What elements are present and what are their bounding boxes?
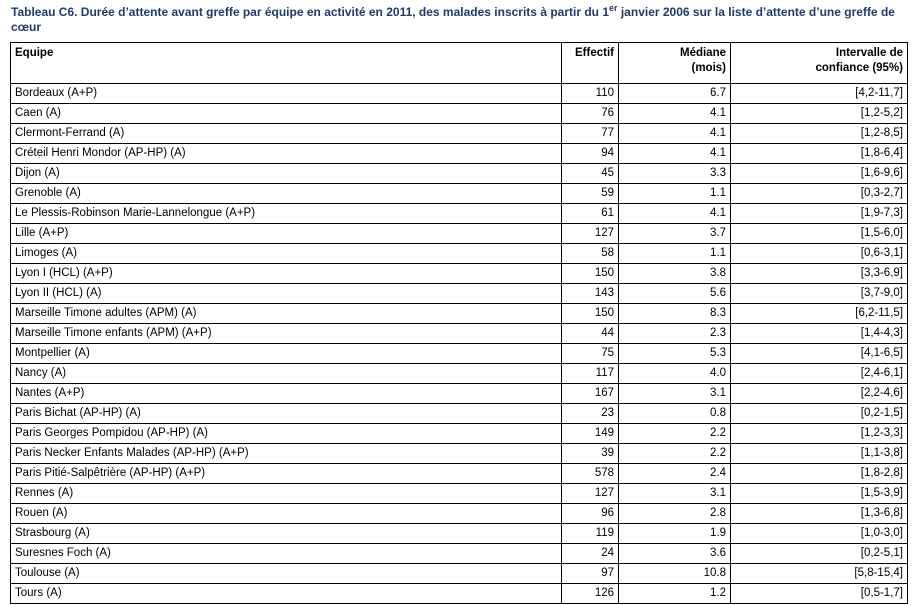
cell-intervalle: [4,2-11,7] [731,84,908,104]
table-row [11,584,908,604]
table-row [11,204,908,224]
cell-effectif: 76 [562,104,619,124]
cell-equipe: Paris Necker Enfants Malades (AP-HP) (A+P) [11,444,562,464]
header-mediane-line2: (mois) [691,62,726,74]
cell-mediane: 0.8 [619,404,731,424]
cell-mediane: 1.1 [619,244,731,264]
cell-equipe: Tours (A) [11,584,562,604]
cell-effectif: 578 [562,464,619,484]
header-equipe [11,43,562,84]
header-equipe-label: Equipe [15,47,54,59]
cell-mediane: 6.7 [619,84,731,104]
cell-effectif: 59 [562,184,619,204]
cell-equipe: Dijon (A) [11,164,562,184]
cell-intervalle: [2,4-6,1] [731,364,908,384]
cell-intervalle: [1,4-4,3] [731,324,908,344]
table-row [11,484,908,504]
cell-intervalle: [4,1-6,5] [731,344,908,364]
cell-intervalle: [1,8-6,4] [731,144,908,164]
cell-intervalle: [6,2-11,5] [731,304,908,324]
cell-intervalle: [2,2-4,6] [731,384,908,404]
table-header-row [11,43,908,84]
cell-effectif: 44 [562,324,619,344]
cell-effectif: 94 [562,144,619,164]
cell-equipe: Rouen (A) [11,504,562,524]
cell-intervalle: [0,3-2,7] [731,184,908,204]
table-row [11,404,908,424]
cell-mediane: 2.4 [619,464,731,484]
cell-effectif: 75 [562,344,619,364]
cell-effectif: 127 [562,484,619,504]
table-row [11,224,908,244]
cell-equipe: Caen (A) [11,104,562,124]
header-mediane-line1: Médiane [679,47,726,59]
cell-equipe: Montpellier (A) [11,344,562,364]
cell-intervalle: [1,8-2,8] [731,464,908,484]
header-intervalle [731,43,908,84]
cell-equipe: Lyon II (HCL) (A) [11,284,562,304]
table-row [11,364,908,384]
cell-equipe: Limoges (A) [11,244,562,264]
cell-intervalle: [1,0-3,0] [731,524,908,544]
cell-equipe: Paris Georges Pompidou (AP-HP) (A) [11,424,562,444]
cell-equipe: Lyon I (HCL) (A+P) [11,264,562,284]
cell-mediane: 3.6 [619,544,731,564]
cell-effectif: 97 [562,564,619,584]
table-row [11,284,908,304]
cell-equipe: Toulouse (A) [11,564,562,584]
cell-intervalle: [1,2-8,5] [731,124,908,144]
cell-equipe: Suresnes Foch (A) [11,544,562,564]
header-effectif-label: Effectif [575,47,614,59]
cell-intervalle: [3,7-9,0] [731,284,908,304]
cell-effectif: 117 [562,364,619,384]
cell-mediane: 8.3 [619,304,731,324]
table-body [11,84,908,604]
cell-mediane: 1.9 [619,524,731,544]
cell-intervalle: [5,8-15,4] [731,564,908,584]
cell-equipe: Clermont-Ferrand (A) [11,124,562,144]
cell-effectif: 150 [562,304,619,324]
table-row [11,564,908,584]
table-row [11,184,908,204]
table-row [11,304,908,324]
cell-equipe: Paris Bichat (AP-HP) (A) [11,404,562,424]
caption-superscript: er [609,3,618,13]
cell-intervalle: [1,9-7,3] [731,204,908,224]
table-row [11,244,908,264]
table-row [11,424,908,444]
cell-mediane: 4.1 [619,124,731,144]
cell-mediane: 2.2 [619,424,731,444]
cell-mediane: 3.1 [619,384,731,404]
cell-effectif: 119 [562,524,619,544]
cell-mediane: 10.8 [619,564,731,584]
cell-equipe: Marseille Timone enfants (APM) (A+P) [11,324,562,344]
table-row [11,384,908,404]
cell-equipe: Rennes (A) [11,484,562,504]
cell-effectif: 61 [562,204,619,224]
cell-intervalle: [1,2-3,3] [731,424,908,444]
caption-text-part2: janvier 2006 sur la liste d’attente d’une greffe de cœur [11,5,895,34]
cell-equipe: Lille (A+P) [11,224,562,244]
cell-equipe: Strasbourg (A) [11,524,562,544]
cell-equipe: Le Plessis-Robinson Marie-Lannelongue (A+P) [11,204,562,224]
cell-mediane: 2.3 [619,324,731,344]
table-row [11,104,908,124]
header-effectif [562,43,619,84]
table-row [11,444,908,464]
cell-intervalle: [0,2-1,5] [731,404,908,424]
cell-mediane: 3.8 [619,264,731,284]
header-intervalle-line1: Intervalle de [835,47,903,59]
cell-mediane: 1.2 [619,584,731,604]
cell-effectif: 149 [562,424,619,444]
table-row [11,124,908,144]
table-row [11,164,908,184]
cell-intervalle: [0,2-5,1] [731,544,908,564]
cell-equipe: Paris Pitié-Salpêtrière (AP-HP) (A+P) [11,464,562,484]
table-caption [11,5,906,35]
cell-mediane: 4.1 [619,144,731,164]
cell-effectif: 39 [562,444,619,464]
cell-intervalle: [1,5-6,0] [731,224,908,244]
table-row [11,144,908,164]
cell-mediane: 4.0 [619,364,731,384]
cell-mediane: 4.1 [619,204,731,224]
cell-effectif: 167 [562,384,619,404]
cell-effectif: 58 [562,244,619,264]
cell-effectif: 23 [562,404,619,424]
table-row [11,524,908,544]
cell-effectif: 126 [562,584,619,604]
cell-mediane: 5.3 [619,344,731,364]
cell-effectif: 96 [562,504,619,524]
cell-intervalle: [1,6-9,6] [731,164,908,184]
cell-equipe: Marseille Timone adultes (APM) (A) [11,304,562,324]
cell-effectif: 150 [562,264,619,284]
waiting-time-table [10,42,908,604]
cell-intervalle: [3,3-6,9] [731,264,908,284]
cell-intervalle: [0,6-3,1] [731,244,908,264]
table-row [11,264,908,284]
cell-intervalle: [1,3-6,8] [731,504,908,524]
cell-effectif: 143 [562,284,619,304]
cell-mediane: 2.2 [619,444,731,464]
cell-mediane: 3.3 [619,164,731,184]
table-row [11,324,908,344]
header-mediane [619,43,731,84]
cell-mediane: 3.1 [619,484,731,504]
cell-effectif: 127 [562,224,619,244]
cell-mediane: 4.1 [619,104,731,124]
cell-intervalle: [1,5-3,9] [731,484,908,504]
cell-mediane: 1.1 [619,184,731,204]
cell-intervalle: [0,5-1,7] [731,584,908,604]
cell-mediane: 3.7 [619,224,731,244]
caption-text-part1: Tableau C6. Durée d’attente avant greffe par équipe en activité en 2011, des malades inscrits à partir du 1 [11,5,609,19]
cell-equipe: Grenoble (A) [11,184,562,204]
cell-intervalle: [1,2-5,2] [731,104,908,124]
cell-effectif: 110 [562,84,619,104]
cell-equipe: Nancy (A) [11,364,562,384]
cell-mediane: 2.8 [619,504,731,524]
cell-equipe: Créteil Henri Mondor (AP-HP) (A) [11,144,562,164]
header-intervalle-line2: confiance (95%) [815,62,903,74]
cell-effectif: 24 [562,544,619,564]
cell-equipe: Bordeaux (A+P) [11,84,562,104]
cell-intervalle: [1,1-3,8] [731,444,908,464]
cell-mediane: 5.6 [619,284,731,304]
table-row [11,344,908,364]
table-row [11,544,908,564]
table-row [11,464,908,484]
cell-effectif: 77 [562,124,619,144]
table-row [11,504,908,524]
cell-effectif: 45 [562,164,619,184]
table-row [11,84,908,104]
cell-equipe: Nantes (A+P) [11,384,562,404]
